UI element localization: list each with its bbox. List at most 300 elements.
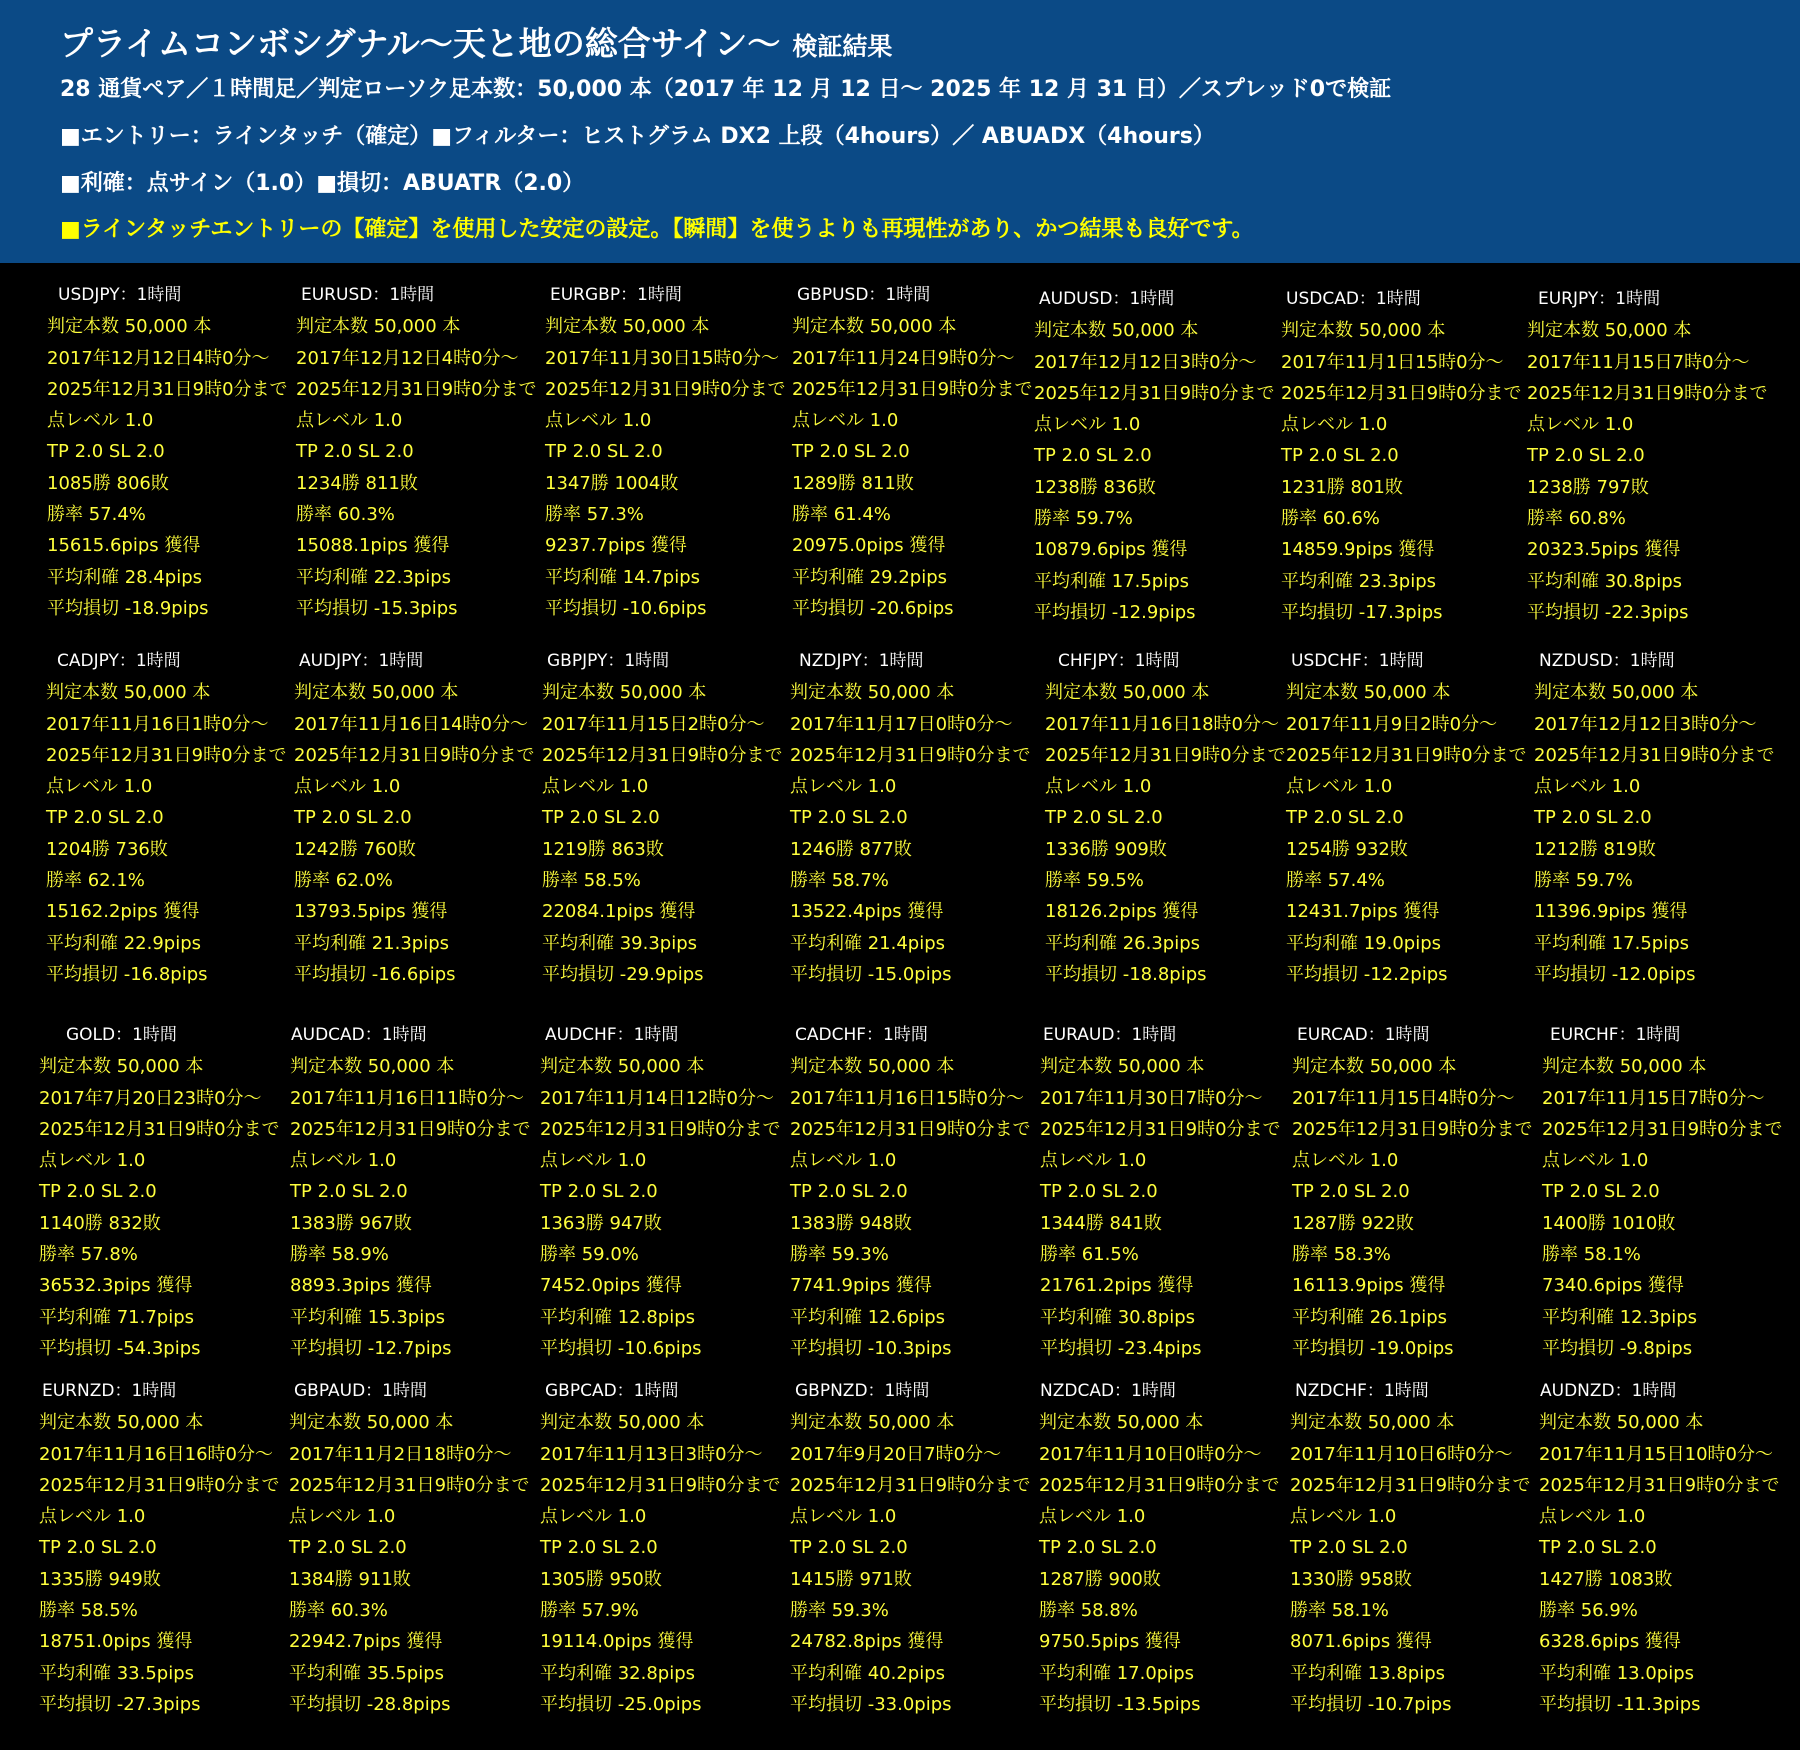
stat-avg-tp: 平均利確 21.4pips — [790, 932, 946, 954]
stat-pips: 14859.9pips 獲得 — [1281, 539, 1435, 561]
stat-pips: 15162.2pips 獲得 — [46, 901, 200, 923]
stat-pips: 18751.0pips 獲得 — [39, 1631, 193, 1653]
stat-level: 点レベル 1.0 — [1292, 1150, 1399, 1172]
stat-avg-tp: 平均利確 21.3pips — [294, 932, 450, 954]
stat-end: 2025年12月31日9時0分まで — [1527, 382, 1768, 404]
stat-level: 点レベル 1.0 — [790, 776, 897, 798]
entry-filter-settings: ■エントリー：ラインタッチ（確定）■フィルター：ヒストグラム DX2 上段（4hours）／ ABUADX（4hours） — [60, 124, 1215, 149]
stat-record: 1400勝 1010敗 — [1542, 1212, 1676, 1234]
stat-bars: 判定本数 50,000 本 — [290, 1056, 455, 1078]
stat-start: 2017年11月15日10時0分〜 — [1539, 1443, 1773, 1465]
result-block — [1040, 1020, 1285, 1364]
stat-avg-sl: 平均損切 -17.3pips — [1281, 601, 1443, 623]
pair-label: USDCAD：1時間 — [1286, 289, 1421, 309]
title-main: プライムコンボシグナル〜天と地の総合サイン〜 — [60, 24, 781, 63]
pair-label: NZDJPY：1時間 — [799, 651, 924, 671]
stat-winrate: 勝率 58.5% — [542, 870, 641, 892]
stat-level: 点レベル 1.0 — [1527, 414, 1634, 436]
stat-tpsl: TP 2.0 SL 2.0 — [296, 441, 414, 463]
stat-avg-tp: 平均利確 71.7pips — [39, 1306, 195, 1328]
stat-avg-tp: 平均利確 17.5pips — [1034, 570, 1190, 592]
stat-bars: 判定本数 50,000 本 — [46, 682, 211, 704]
stat-level: 点レベル 1.0 — [790, 1150, 897, 1172]
stat-pips: 7741.9pips 獲得 — [790, 1275, 932, 1297]
stat-record: 1234勝 811敗 — [296, 472, 418, 494]
stat-avg-tp: 平均利確 22.3pips — [296, 566, 452, 588]
stat-winrate: 勝率 62.0% — [294, 870, 393, 892]
stat-avg-tp: 平均利確 17.0pips — [1039, 1662, 1195, 1684]
stat-bars: 判定本数 50,000 本 — [1534, 682, 1699, 704]
stat-record: 1085勝 806敗 — [47, 472, 169, 494]
stat-end: 2025年12月31日9時0分まで — [542, 744, 783, 766]
stat-tpsl: TP 2.0 SL 2.0 — [542, 807, 660, 829]
stat-avg-sl: 平均損切 -9.8pips — [1542, 1337, 1693, 1359]
pair-label: NZDCHF：1時間 — [1295, 1381, 1429, 1401]
pair-label: CADJPY：1時間 — [57, 651, 181, 671]
stat-bars: 判定本数 50,000 本 — [1539, 1412, 1704, 1434]
stat-bars: 判定本数 50,000 本 — [792, 316, 957, 338]
stat-pips: 15088.1pips 獲得 — [296, 535, 450, 557]
takeprofit-stoploss-settings: ■利確：点サイン（1.0）■損切：ABUATR（2.0） — [60, 171, 585, 196]
stat-record: 1242勝 760敗 — [294, 838, 416, 860]
stat-start: 2017年11月15日7時0分〜 — [1527, 351, 1750, 373]
stat-bars: 判定本数 50,000 本 — [1286, 682, 1451, 704]
result-block — [290, 1020, 535, 1364]
stat-level: 点レベル 1.0 — [1045, 776, 1152, 798]
pair-label: CHFJPY：1時間 — [1058, 651, 1180, 671]
pair-label: GBPAUD：1時間 — [294, 1381, 427, 1401]
stat-avg-sl: 平均損切 -13.5pips — [1039, 1693, 1201, 1715]
highlight-note: ■ラインタッチエントリーの【確定】を使用した安定の設定。【瞬間】を使うよりも再現性があり、かつ結果も良好です。 — [60, 217, 1254, 242]
stat-avg-tp: 平均利確 19.0pips — [1286, 932, 1442, 954]
stat-avg-tp: 平均利確 40.2pips — [790, 1662, 946, 1684]
stat-avg-sl: 平均損切 -18.8pips — [1045, 963, 1207, 985]
stat-end: 2025年12月31日9時0分まで — [39, 1474, 280, 1496]
stat-level: 点レベル 1.0 — [39, 1150, 146, 1172]
stat-avg-tp: 平均利確 13.0pips — [1539, 1662, 1695, 1684]
stat-level: 点レベル 1.0 — [1542, 1150, 1649, 1172]
stat-level: 点レベル 1.0 — [545, 410, 652, 432]
stat-avg-tp: 平均利確 17.5pips — [1534, 932, 1690, 954]
page-title — [60, 18, 892, 65]
stat-level: 点レベル 1.0 — [1281, 414, 1388, 436]
stat-tpsl: TP 2.0 SL 2.0 — [1542, 1181, 1660, 1203]
result-block — [1045, 646, 1290, 990]
stat-winrate: 勝率 61.5% — [1040, 1244, 1139, 1266]
stat-tpsl: TP 2.0 SL 2.0 — [46, 807, 164, 829]
stat-bars: 判定本数 50,000 本 — [1045, 682, 1210, 704]
stat-level: 点レベル 1.0 — [1286, 776, 1393, 798]
stat-level: 点レベル 1.0 — [289, 1506, 396, 1528]
results-grid — [0, 263, 1800, 1750]
result-block — [540, 1376, 785, 1720]
stat-avg-tp: 平均利確 35.5pips — [289, 1662, 445, 1684]
pair-label: AUDCAD：1時間 — [291, 1025, 427, 1045]
result-block — [1034, 284, 1279, 628]
stat-bars: 判定本数 50,000 本 — [1281, 320, 1446, 342]
pair-label: EURCHF：1時間 — [1550, 1025, 1681, 1045]
stat-winrate: 勝率 59.3% — [790, 1244, 889, 1266]
stat-tpsl: TP 2.0 SL 2.0 — [540, 1181, 658, 1203]
stat-end: 2025年12月31日9時0分まで — [1281, 382, 1522, 404]
result-block — [1281, 284, 1526, 628]
result-block — [1534, 646, 1779, 990]
pair-label: EURCAD：1時間 — [1297, 1025, 1430, 1045]
stat-end: 2025年12月31日9時0分まで — [540, 1118, 781, 1140]
stat-avg-tp: 平均利確 12.3pips — [1542, 1306, 1698, 1328]
stat-start: 2017年11月1日15時0分〜 — [1281, 351, 1504, 373]
stat-record: 1287勝 922敗 — [1292, 1212, 1414, 1234]
stat-tpsl: TP 2.0 SL 2.0 — [790, 1181, 908, 1203]
stat-record: 1204勝 736敗 — [46, 838, 168, 860]
stat-avg-tp: 平均利確 26.3pips — [1045, 932, 1201, 954]
stat-record: 1246勝 877敗 — [790, 838, 912, 860]
stat-end: 2025年12月31日9時0分まで — [1039, 1474, 1280, 1496]
result-block — [289, 1376, 534, 1720]
stat-tpsl: TP 2.0 SL 2.0 — [1534, 807, 1652, 829]
stat-pips: 16113.9pips 獲得 — [1292, 1275, 1446, 1297]
stat-pips: 20975.0pips 獲得 — [792, 535, 946, 557]
stat-start: 2017年11月17日0時0分〜 — [790, 713, 1013, 735]
stat-tpsl: TP 2.0 SL 2.0 — [792, 441, 910, 463]
result-block — [542, 646, 787, 990]
stat-winrate: 勝率 58.9% — [290, 1244, 389, 1266]
stat-start: 2017年11月16日14時0分〜 — [294, 713, 528, 735]
stat-winrate: 勝率 59.3% — [790, 1600, 889, 1622]
stat-record: 1254勝 932敗 — [1286, 838, 1408, 860]
result-block — [296, 280, 541, 624]
stat-start: 2017年11月30日7時0分〜 — [1040, 1087, 1263, 1109]
stat-record: 1330勝 958敗 — [1290, 1568, 1412, 1590]
stat-tpsl: TP 2.0 SL 2.0 — [289, 1537, 407, 1559]
stat-winrate: 勝率 57.3% — [545, 504, 644, 526]
stat-start: 2017年11月16日1時0分〜 — [46, 713, 269, 735]
stat-pips: 13522.4pips 獲得 — [790, 901, 944, 923]
stat-level: 点レベル 1.0 — [296, 410, 403, 432]
stat-record: 1427勝 1083敗 — [1539, 1568, 1673, 1590]
stat-end: 2025年12月31日9時0分まで — [1045, 744, 1286, 766]
stat-bars: 判定本数 50,000 本 — [294, 682, 459, 704]
stat-bars: 判定本数 50,000 本 — [790, 1412, 955, 1434]
stat-pips: 9237.7pips 獲得 — [545, 535, 687, 557]
stat-record: 1363勝 947敗 — [540, 1212, 662, 1234]
stat-record: 1238勝 836敗 — [1034, 476, 1156, 498]
pair-label: AUDUSD：1時間 — [1039, 289, 1175, 309]
pair-label: GBPNZD：1時間 — [795, 1381, 930, 1401]
stat-avg-tp: 平均利確 30.8pips — [1527, 570, 1683, 592]
stat-bars: 判定本数 50,000 本 — [540, 1412, 705, 1434]
stat-winrate: 勝率 59.7% — [1034, 508, 1133, 530]
stat-record: 1289勝 811敗 — [792, 472, 914, 494]
stat-record: 1384勝 911敗 — [289, 1568, 411, 1590]
stat-start: 2017年11月10日0時0分〜 — [1039, 1443, 1262, 1465]
stat-tpsl: TP 2.0 SL 2.0 — [1045, 807, 1163, 829]
stat-pips: 36532.3pips 獲得 — [39, 1275, 193, 1297]
result-block — [790, 646, 1035, 990]
stat-avg-sl: 平均損切 -15.3pips — [296, 597, 458, 619]
stat-pips: 13793.5pips 獲得 — [294, 901, 448, 923]
stat-pips: 8071.6pips 獲得 — [1290, 1631, 1432, 1653]
stat-avg-sl: 平均損切 -12.2pips — [1286, 963, 1448, 985]
stat-start: 2017年12月12日3時0分〜 — [1534, 713, 1757, 735]
stat-record: 1305勝 950敗 — [540, 1568, 662, 1590]
stat-record: 1383勝 967敗 — [290, 1212, 412, 1234]
test-conditions: 28 通貨ペア／１時間足／判定ローソク足本数：50,000 本（2017 年 12 月 12 日〜 2025 年 12 月 31 日）／スプレッド0で検証 — [60, 77, 1392, 102]
stat-tpsl: TP 2.0 SL 2.0 — [1281, 445, 1399, 467]
stat-end: 2025年12月31日9時0分まで — [1290, 1474, 1531, 1496]
stat-record: 1344勝 841敗 — [1040, 1212, 1162, 1234]
stat-avg-sl: 平均損切 -10.3pips — [790, 1337, 952, 1359]
stat-start: 2017年11月16日11時0分〜 — [290, 1087, 524, 1109]
result-block — [39, 1376, 284, 1720]
title-subtitle: 検証結果 — [792, 32, 893, 61]
stat-tpsl: TP 2.0 SL 2.0 — [790, 1537, 908, 1559]
stat-bars: 判定本数 50,000 本 — [39, 1056, 204, 1078]
stat-bars: 判定本数 50,000 本 — [542, 682, 707, 704]
stat-winrate: 勝率 57.4% — [1286, 870, 1385, 892]
pair-label: USDCHF：1時間 — [1291, 651, 1424, 671]
stat-end: 2025年12月31日9時0分まで — [790, 1118, 1031, 1140]
stat-pips: 19114.0pips 獲得 — [540, 1631, 694, 1653]
pair-label: GBPCAD：1時間 — [545, 1381, 679, 1401]
pair-label: CADCHF：1時間 — [795, 1025, 928, 1045]
result-block — [39, 1020, 284, 1364]
stat-record: 1212勝 819敗 — [1534, 838, 1656, 860]
stat-tpsl: TP 2.0 SL 2.0 — [1527, 445, 1645, 467]
stat-tpsl: TP 2.0 SL 2.0 — [1290, 1537, 1408, 1559]
stat-level: 点レベル 1.0 — [47, 410, 154, 432]
stat-avg-sl: 平均損切 -11.3pips — [1539, 1693, 1701, 1715]
stat-pips: 11396.9pips 獲得 — [1534, 901, 1688, 923]
stat-end: 2025年12月31日9時0分まで — [790, 1474, 1031, 1496]
stat-avg-tp: 平均利確 23.3pips — [1281, 570, 1437, 592]
stat-end: 2025年12月31日9時0分まで — [790, 744, 1031, 766]
stat-end: 2025年12月31日9時0分まで — [1539, 1474, 1780, 1496]
stat-avg-sl: 平均損切 -16.6pips — [294, 963, 456, 985]
stat-bars: 判定本数 50,000 本 — [540, 1056, 705, 1078]
stat-bars: 判定本数 50,000 本 — [1290, 1412, 1455, 1434]
pair-label: EURNZD：1時間 — [42, 1381, 177, 1401]
header-banner — [0, 0, 1800, 263]
stat-winrate: 勝率 59.0% — [540, 1244, 639, 1266]
pair-label: NZDCAD：1時間 — [1040, 1381, 1176, 1401]
stat-bars: 判定本数 50,000 本 — [1034, 320, 1199, 342]
stat-avg-tp: 平均利確 15.3pips — [290, 1306, 446, 1328]
stat-avg-sl: 平均損切 -54.3pips — [39, 1337, 201, 1359]
stat-level: 点レベル 1.0 — [1039, 1506, 1146, 1528]
stat-winrate: 勝率 58.7% — [790, 870, 889, 892]
stat-record: 1336勝 909敗 — [1045, 838, 1167, 860]
stat-level: 点レベル 1.0 — [294, 776, 401, 798]
stat-tpsl: TP 2.0 SL 2.0 — [790, 807, 908, 829]
pair-label: AUDCHF：1時間 — [545, 1025, 679, 1045]
stat-start: 2017年12月12日4時0分〜 — [296, 347, 519, 369]
stat-end: 2025年12月31日9時0分まで — [1292, 1118, 1533, 1140]
stat-avg-sl: 平均損切 -16.8pips — [46, 963, 208, 985]
pair-label: GOLD：1時間 — [66, 1025, 177, 1045]
stat-start: 2017年11月9日2時0分〜 — [1286, 713, 1498, 735]
stat-bars: 判定本数 50,000 本 — [1527, 320, 1692, 342]
stat-winrate: 勝率 58.8% — [1039, 1600, 1138, 1622]
result-block — [1527, 284, 1772, 628]
stat-winrate: 勝率 59.5% — [1045, 870, 1144, 892]
stat-bars: 判定本数 50,000 本 — [296, 316, 461, 338]
stat-tpsl: TP 2.0 SL 2.0 — [540, 1537, 658, 1559]
stat-avg-sl: 平均損切 -12.0pips — [1534, 963, 1696, 985]
stat-avg-sl: 平均損切 -18.9pips — [47, 597, 209, 619]
stat-pips: 7452.0pips 獲得 — [540, 1275, 682, 1297]
stat-end: 2025年12月31日9時0分まで — [1040, 1118, 1281, 1140]
stat-avg-sl: 平均損切 -15.0pips — [790, 963, 952, 985]
stat-pips: 20323.5pips 獲得 — [1527, 539, 1681, 561]
stat-tpsl: TP 2.0 SL 2.0 — [1039, 1537, 1157, 1559]
result-block — [47, 280, 292, 624]
stat-start: 2017年11月10日6時0分〜 — [1290, 1443, 1513, 1465]
stat-tpsl: TP 2.0 SL 2.0 — [1292, 1181, 1410, 1203]
stat-end: 2025年12月31日9時0分まで — [1534, 744, 1775, 766]
stat-winrate: 勝率 60.6% — [1281, 508, 1380, 530]
stat-avg-sl: 平均損切 -25.0pips — [540, 1693, 702, 1715]
result-block — [1539, 1376, 1784, 1720]
stat-winrate: 勝率 57.9% — [540, 1600, 639, 1622]
stat-avg-sl: 平均損切 -10.6pips — [540, 1337, 702, 1359]
stat-tpsl: TP 2.0 SL 2.0 — [1539, 1537, 1657, 1559]
stat-end: 2025年12月31日9時0分まで — [296, 378, 537, 400]
stat-start: 2017年12月12日3時0分〜 — [1034, 351, 1257, 373]
result-block — [1290, 1376, 1535, 1720]
stat-winrate: 勝率 56.9% — [1539, 1600, 1638, 1622]
stat-start: 2017年11月13日3時0分〜 — [540, 1443, 763, 1465]
stat-start: 2017年7月20日23時0分〜 — [39, 1087, 262, 1109]
stat-pips: 8893.3pips 獲得 — [290, 1275, 432, 1297]
pair-label: EURAUD：1時間 — [1043, 1025, 1177, 1045]
stat-bars: 判定本数 50,000 本 — [1292, 1056, 1457, 1078]
stat-tpsl: TP 2.0 SL 2.0 — [294, 807, 412, 829]
stat-winrate: 勝率 60.8% — [1527, 508, 1626, 530]
pair-label: AUDNZD：1時間 — [1540, 1381, 1677, 1401]
stat-level: 点レベル 1.0 — [1034, 414, 1141, 436]
stat-start: 2017年11月16日15時0分〜 — [790, 1087, 1024, 1109]
stat-avg-sl: 平均損切 -33.0pips — [790, 1693, 952, 1715]
stat-end: 2025年12月31日9時0分まで — [47, 378, 288, 400]
stat-record: 1415勝 971敗 — [790, 1568, 912, 1590]
stat-end: 2025年12月31日9時0分まで — [46, 744, 287, 766]
result-block — [1039, 1376, 1284, 1720]
result-block — [792, 280, 1037, 624]
stat-winrate: 勝率 62.1% — [46, 870, 145, 892]
stat-tpsl: TP 2.0 SL 2.0 — [1286, 807, 1404, 829]
stat-tpsl: TP 2.0 SL 2.0 — [1040, 1181, 1158, 1203]
stat-avg-tp: 平均利確 14.7pips — [545, 566, 701, 588]
stat-pips: 7340.6pips 獲得 — [1542, 1275, 1684, 1297]
result-block — [1542, 1020, 1787, 1364]
stat-winrate: 勝率 58.1% — [1290, 1600, 1389, 1622]
stat-winrate: 勝率 60.3% — [296, 504, 395, 526]
stat-winrate: 勝率 58.1% — [1542, 1244, 1641, 1266]
result-block — [790, 1376, 1035, 1720]
stat-pips: 9750.5pips 獲得 — [1039, 1631, 1181, 1653]
stat-level: 点レベル 1.0 — [39, 1506, 146, 1528]
stat-avg-tp: 平均利確 29.2pips — [792, 566, 948, 588]
result-block — [540, 1020, 785, 1364]
stat-pips: 24782.8pips 獲得 — [790, 1631, 944, 1653]
stat-end: 2025年12月31日9時0分まで — [289, 1474, 530, 1496]
pair-label: NZDUSD：1時間 — [1539, 651, 1675, 671]
stat-start: 2017年11月2日18時0分〜 — [289, 1443, 512, 1465]
stat-start: 2017年11月15日7時0分〜 — [1542, 1087, 1765, 1109]
pair-label: EURJPY：1時間 — [1538, 289, 1661, 309]
stat-level: 点レベル 1.0 — [46, 776, 153, 798]
stat-avg-tp: 平均利確 12.6pips — [790, 1306, 946, 1328]
stat-level: 点レベル 1.0 — [1040, 1150, 1147, 1172]
stat-bars: 判定本数 50,000 本 — [1039, 1412, 1204, 1434]
stat-winrate: 勝率 60.3% — [289, 1600, 388, 1622]
stat-pips: 22084.1pips 獲得 — [542, 901, 696, 923]
stat-record: 1335勝 949敗 — [39, 1568, 161, 1590]
stat-avg-sl: 平均損切 -23.4pips — [1040, 1337, 1202, 1359]
stat-pips: 22942.7pips 獲得 — [289, 1631, 443, 1653]
stat-end: 2025年12月31日9時0分まで — [39, 1118, 280, 1140]
stat-start: 2017年11月15日2時0分〜 — [542, 713, 765, 735]
stat-avg-sl: 平均損切 -29.9pips — [542, 963, 704, 985]
stat-level: 点レベル 1.0 — [790, 1506, 897, 1528]
stat-level: 点レベル 1.0 — [540, 1150, 647, 1172]
stat-start: 2017年12月12日4時0分〜 — [47, 347, 270, 369]
stat-winrate: 勝率 57.4% — [47, 504, 146, 526]
stat-winrate: 勝率 61.4% — [792, 504, 891, 526]
result-block — [545, 280, 790, 624]
stat-avg-tp: 平均利確 12.8pips — [540, 1306, 696, 1328]
result-block — [1286, 646, 1531, 990]
stat-level: 点レベル 1.0 — [1290, 1506, 1397, 1528]
stat-avg-tp: 平均利確 33.5pips — [39, 1662, 195, 1684]
stat-start: 2017年11月16日16時0分〜 — [39, 1443, 273, 1465]
stat-level: 点レベル 1.0 — [540, 1506, 647, 1528]
stat-end: 2025年12月31日9時0分まで — [792, 378, 1033, 400]
stat-record: 1140勝 832敗 — [39, 1212, 161, 1234]
stat-level: 点レベル 1.0 — [1539, 1506, 1646, 1528]
result-block — [790, 1020, 1035, 1364]
stat-avg-sl: 平均損切 -10.6pips — [545, 597, 707, 619]
stat-pips: 21761.2pips 獲得 — [1040, 1275, 1194, 1297]
result-block — [46, 646, 291, 990]
stat-start: 2017年9月20日7時0分〜 — [790, 1443, 1002, 1465]
stat-start: 2017年11月24日9時0分〜 — [792, 347, 1015, 369]
pair-label: AUDJPY：1時間 — [299, 651, 424, 671]
stat-pips: 6328.6pips 獲得 — [1539, 1631, 1681, 1653]
stat-bars: 判定本数 50,000 本 — [1040, 1056, 1205, 1078]
stat-bars: 判定本数 50,000 本 — [47, 316, 212, 338]
stat-bars: 判定本数 50,000 本 — [39, 1412, 204, 1434]
result-block — [294, 646, 539, 990]
stat-pips: 15615.6pips 獲得 — [47, 535, 201, 557]
stat-avg-sl: 平均損切 -28.8pips — [289, 1693, 451, 1715]
stat-winrate: 勝率 58.5% — [39, 1600, 138, 1622]
pair-label: EURUSD：1時間 — [301, 285, 435, 305]
stat-tpsl: TP 2.0 SL 2.0 — [47, 441, 165, 463]
stat-pips: 18126.2pips 獲得 — [1045, 901, 1199, 923]
stat-bars: 判定本数 50,000 本 — [790, 1056, 955, 1078]
stat-avg-sl: 平均損切 -12.7pips — [290, 1337, 452, 1359]
stat-record: 1347勝 1004敗 — [545, 472, 679, 494]
stat-record: 1238勝 797敗 — [1527, 476, 1649, 498]
pair-label: GBPUSD：1時間 — [797, 285, 931, 305]
stat-record: 1287勝 900敗 — [1039, 1568, 1161, 1590]
stat-winrate: 勝率 58.3% — [1292, 1244, 1391, 1266]
stat-avg-tp: 平均利確 28.4pips — [47, 566, 203, 588]
stat-avg-tp: 平均利確 32.8pips — [540, 1662, 696, 1684]
stat-start: 2017年11月15日4時0分〜 — [1292, 1087, 1515, 1109]
